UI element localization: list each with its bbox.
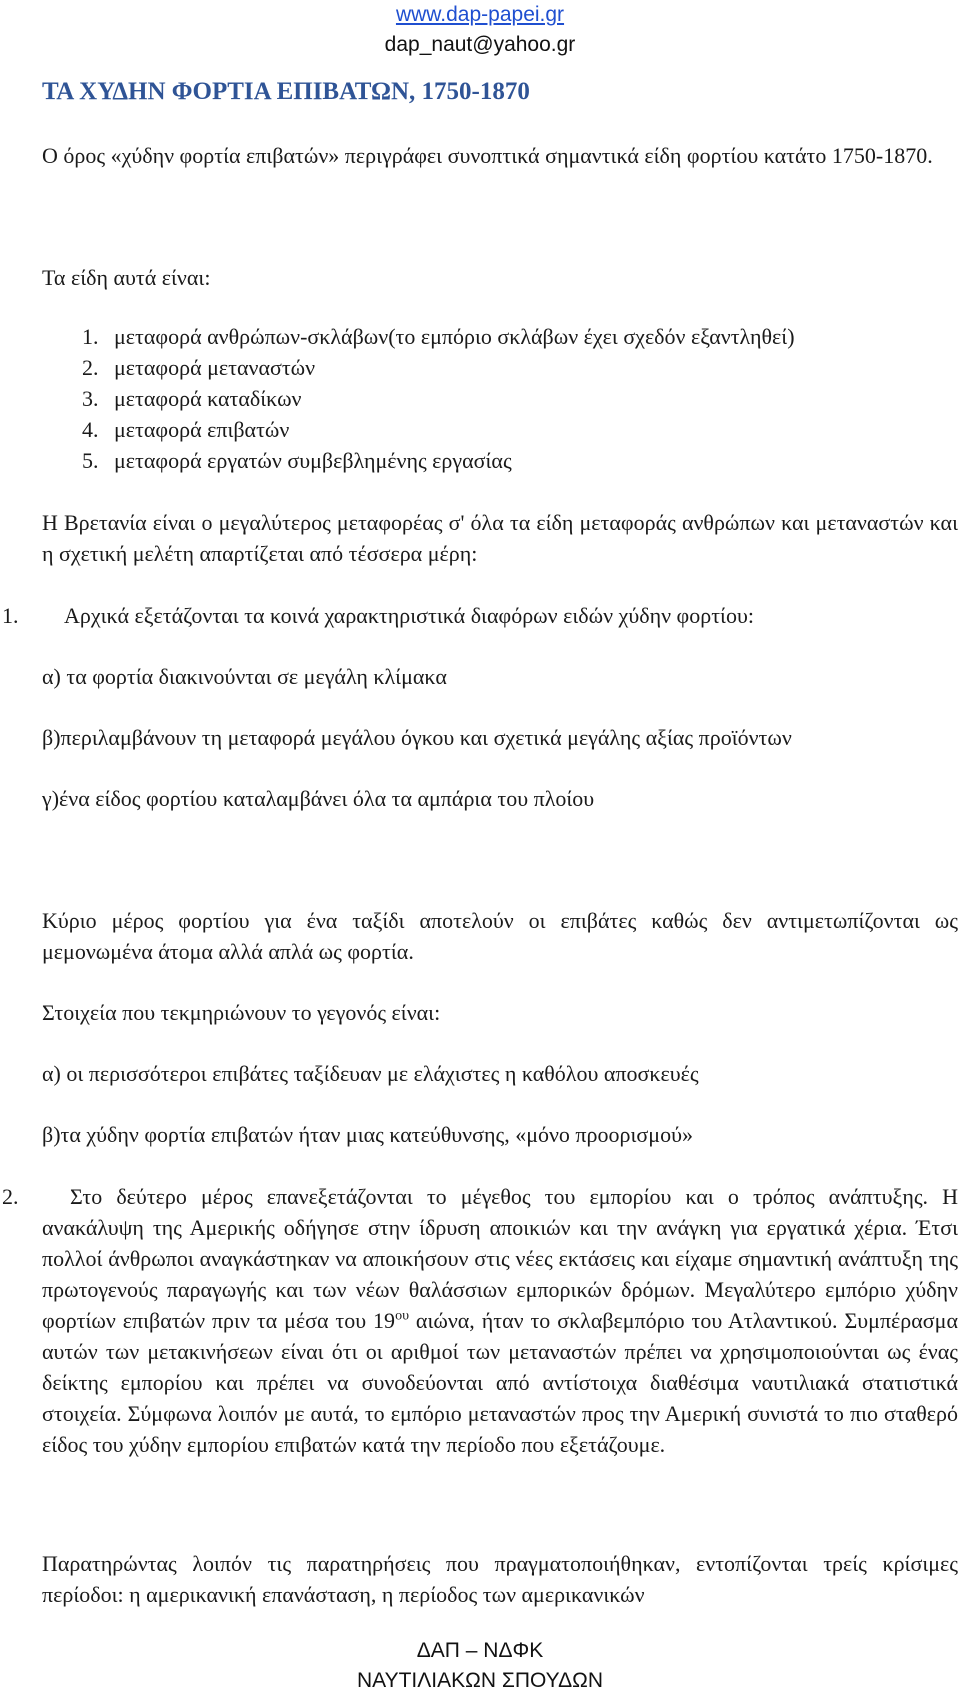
britain-paragraph: Η Βρετανία είναι ο μεγαλύτερος μεταφορέας σ' όλα τα είδη μεταφοράς ανθρώπων και μεταναστών και η σχετική μελέτη απαρτίζεται από τέσσερα μέρη: (42, 510, 958, 566)
evidence-item-b: β)τα χύδην φορτία επιβατών ήταν μιας κατεύθυνσης, «μόνο προορισμού» (42, 1122, 693, 1147)
part2-number: 2. (2, 1184, 19, 1209)
header-email: dap_naut@yahoo.gr (384, 33, 576, 56)
page-header (0, 0, 960, 60)
closing-paragraph: Παρατηρώντας λοιπόν τις παρατηρήσεις που πραγματοποιήθηκαν, εντοπίζονται τρείς κρίσιμες περίοδοι: η αμερικανική επανάσταση, η περίοδος των αμερικανικών (42, 1551, 958, 1607)
document-title: ΤΑ ΧΥΔΗΝ ΦΟΡΤΙΑ ΕΠΙΒΑΤΩΝ, 1750-1870 (42, 78, 530, 105)
list-item: 1. μεταφορά ανθρώπων-σκλάβων(το εμπόριο σκλάβων έχει σχεδόν εξαντληθεί) (82, 324, 795, 349)
intro-paragraph: Ο όρος «χύδην φορτία επιβατών» περιγράφει συνοπτικά σημαντικά είδη φορτίου κατάτο 1750-1870. (42, 143, 933, 168)
list-item: 2. μεταφορά μεταναστών (82, 355, 316, 380)
list-item: 3. μεταφορά καταδίκων (82, 386, 302, 411)
superscript-ordinal: ου (395, 1308, 409, 1324)
list-item: 4. μεταφορά επιβατών (82, 417, 290, 442)
part2-paragraph: Στο δεύτερο μέρος επανεξετάζονται το μέγεθος του εμπορίου και ο τρόπος ανάπτυξης. Η ανακάλυψη της Αμερικής οδήγησε στην ίδρυση αποικιών και την ανάγκη για εργατικά χέρια. Έτσι πολλοί άνθρωποι αναγκάστηκαν να αποικήσουν στις νέες εκτάσεις και είχαμε σημαντική ανάπτυξη της πρωτογενούς παραγωγής και των νέων θαλάσσιων εμπορικών δρόμων. Μεγαλύτερο εμπόριο χύδην φορτίων επιβατών πριν τα μέσα του $19^{o\upsilon}$ αιώνα, ήταν το σκλαβεμπόριο του Ατλαντικού. Συμπέρασμα αυτών των μετακινήσεων είναι ότι οι αριθμοί των μεταναστών πρέπει να χρησιμοποιούνται ως ένας δείκτης εμπορίου και πρέπει να συνοδεύονται από αντίστοιχα διαθέσιμα ναυτιλιακά στατιστικά στοιχεία. Σύμφωνα λοιπόν με αυτά, το εμπόριο μεταναστών προς την Αμερική συνιστά το πιο σταθερό είδος του χύδην εμπορίου επιβατών κατά την περίοδο που εξετάζουμε. (42, 1184, 958, 1457)
part1-text: Αρχικά εξετάζονται τα κοινά χαρακτηριστικά διαφόρων ειδών χύδην φορτίου: (64, 603, 754, 628)
part1-item-c: γ)ένα είδος φορτίου καταλαμβάνει όλα τα αμπάρια του πλοίου (42, 786, 595, 811)
evidence-item-a: α) οι περισσότεροι επιβάτες ταξίδευαν με ελάχιστες η καθόλου αποσκευές (42, 1061, 699, 1086)
evidence-heading: Στοιχεία που τεκμηριώνουν το γεγονός είναι: (42, 1000, 441, 1025)
part1-item-a: α) τα φορτία διακινούνται σε μεγάλη κλίμακα (42, 664, 447, 689)
part1-number: 1. (2, 603, 19, 628)
page-footer (0, 1636, 960, 1696)
cargo-types-list (82, 321, 795, 476)
part1-item-b: β)περιλαμβάνουν τη μεταφορά μεγάλου όγκου και σχετικά μεγάλης αξίας προϊόντων (42, 725, 792, 750)
main-cargo-paragraph: Κύριο μέρος φορτίου για ένα ταξίδι αποτελούν οι επιβάτες καθώς δεν αντιμετωπίζονται ως μεμονωμένα άτομα αλλά απλά ως φορτία. (42, 908, 958, 964)
footer-line-1: ΔΑΠ – ΝΔΦΚ (416, 1639, 544, 1662)
list-item: 5. μεταφορά εργατών συμβεβλημένης εργασίας (82, 448, 512, 473)
types-heading: Τα είδη αυτά είναι: (42, 265, 211, 290)
website-link[interactable]: www.dap-papei.gr (395, 3, 565, 26)
footer-line-2: ΝΑΥΤΙΛΙΑΚΩΝ ΣΠΟΥΔΩΝ (356, 1669, 603, 1692)
